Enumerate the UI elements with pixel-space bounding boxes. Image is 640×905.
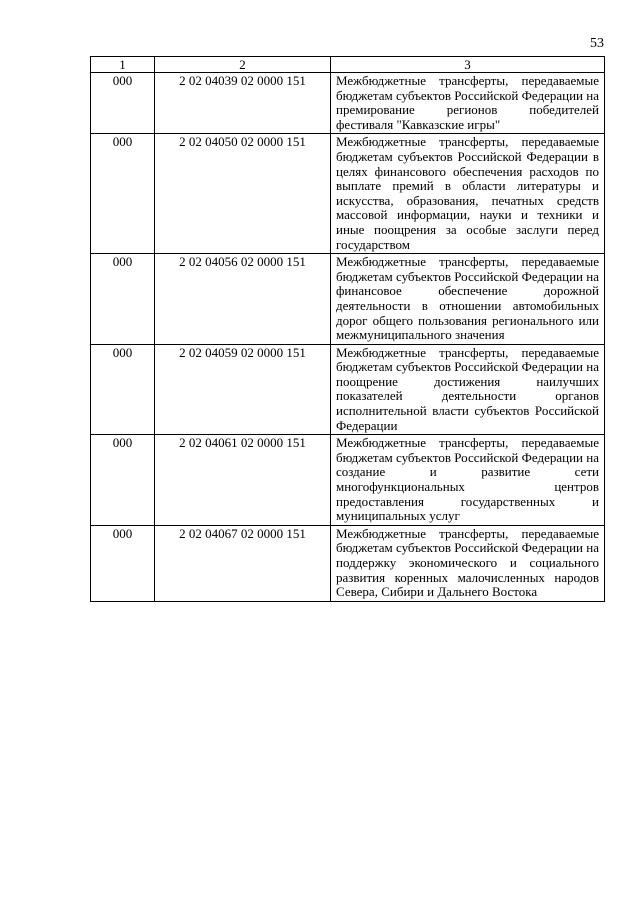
table-row bbox=[91, 344, 605, 435]
table-row bbox=[91, 134, 605, 254]
page-number: 53 bbox=[590, 36, 604, 51]
admin-code-cell: 000 bbox=[91, 254, 155, 345]
table-row bbox=[91, 73, 605, 134]
admin-code-cell: 000 bbox=[91, 344, 155, 435]
column-header-1: 1 bbox=[91, 57, 155, 73]
budget-code-cell: 2 02 04050 02 0000 151 bbox=[155, 134, 331, 254]
description-cell: Межбюджетные трансферты, передаваемые бюджетам субъектов Российской Федерации на поощрение достижения наилучших показателей деятельности органов исполнительной власти субъектов Российской Федерации bbox=[331, 344, 605, 435]
description-cell: Межбюджетные трансферты, передаваемые бюджетам субъектов Российской Федерации на финансовое обеспечение дорожной деятельности в отношении автомобильных дорог общего пользования регионального или межмуниципального значения bbox=[331, 254, 605, 345]
budget-code-cell: 2 02 04056 02 0000 151 bbox=[155, 254, 331, 345]
description-cell: Межбюджетные трансферты, передаваемые бюджетам субъектов Российской Федерации на премирование регионов победителей фестиваля "Кавказские игры" bbox=[331, 73, 605, 134]
budget-code-cell: 2 02 04061 02 0000 151 bbox=[155, 435, 331, 526]
budget-code-cell: 2 02 04059 02 0000 151 bbox=[155, 344, 331, 435]
budget-codes-table bbox=[90, 56, 605, 602]
admin-code-cell: 000 bbox=[91, 435, 155, 526]
column-header-3: 3 bbox=[331, 57, 605, 73]
description-cell: Межбюджетные трансферты, передаваемые бюджетам субъектов Российской Федерации на поддержку экономического и социального развития коренных малочисленных народов Севера, Сибири и Дальнего Востока bbox=[331, 525, 605, 601]
description-cell: Межбюджетные трансферты, передаваемые бюджетам субъектов Российской Федерации на создание и развитие сети многофункциональных центров предоставления государственных и муниципальных услуг bbox=[331, 435, 605, 526]
admin-code-cell: 000 bbox=[91, 73, 155, 134]
admin-code-cell: 000 bbox=[91, 134, 155, 254]
admin-code-cell: 000 bbox=[91, 525, 155, 601]
budget-code-cell: 2 02 04067 02 0000 151 bbox=[155, 525, 331, 601]
column-header-2: 2 bbox=[155, 57, 331, 73]
table-row bbox=[91, 435, 605, 526]
table-row bbox=[91, 525, 605, 601]
table-header-row bbox=[91, 57, 605, 73]
budget-code-cell: 2 02 04039 02 0000 151 bbox=[155, 73, 331, 134]
table-row bbox=[91, 254, 605, 345]
description-cell: Межбюджетные трансферты, передаваемые бюджетам субъектов Российской Федерации в целях финансового обеспечения расходов по выплате премий в области литературы и искусства, образования, печатных средств массовой информации, науки и техники и иные поощрения за особые заслуги перед государством bbox=[331, 134, 605, 254]
